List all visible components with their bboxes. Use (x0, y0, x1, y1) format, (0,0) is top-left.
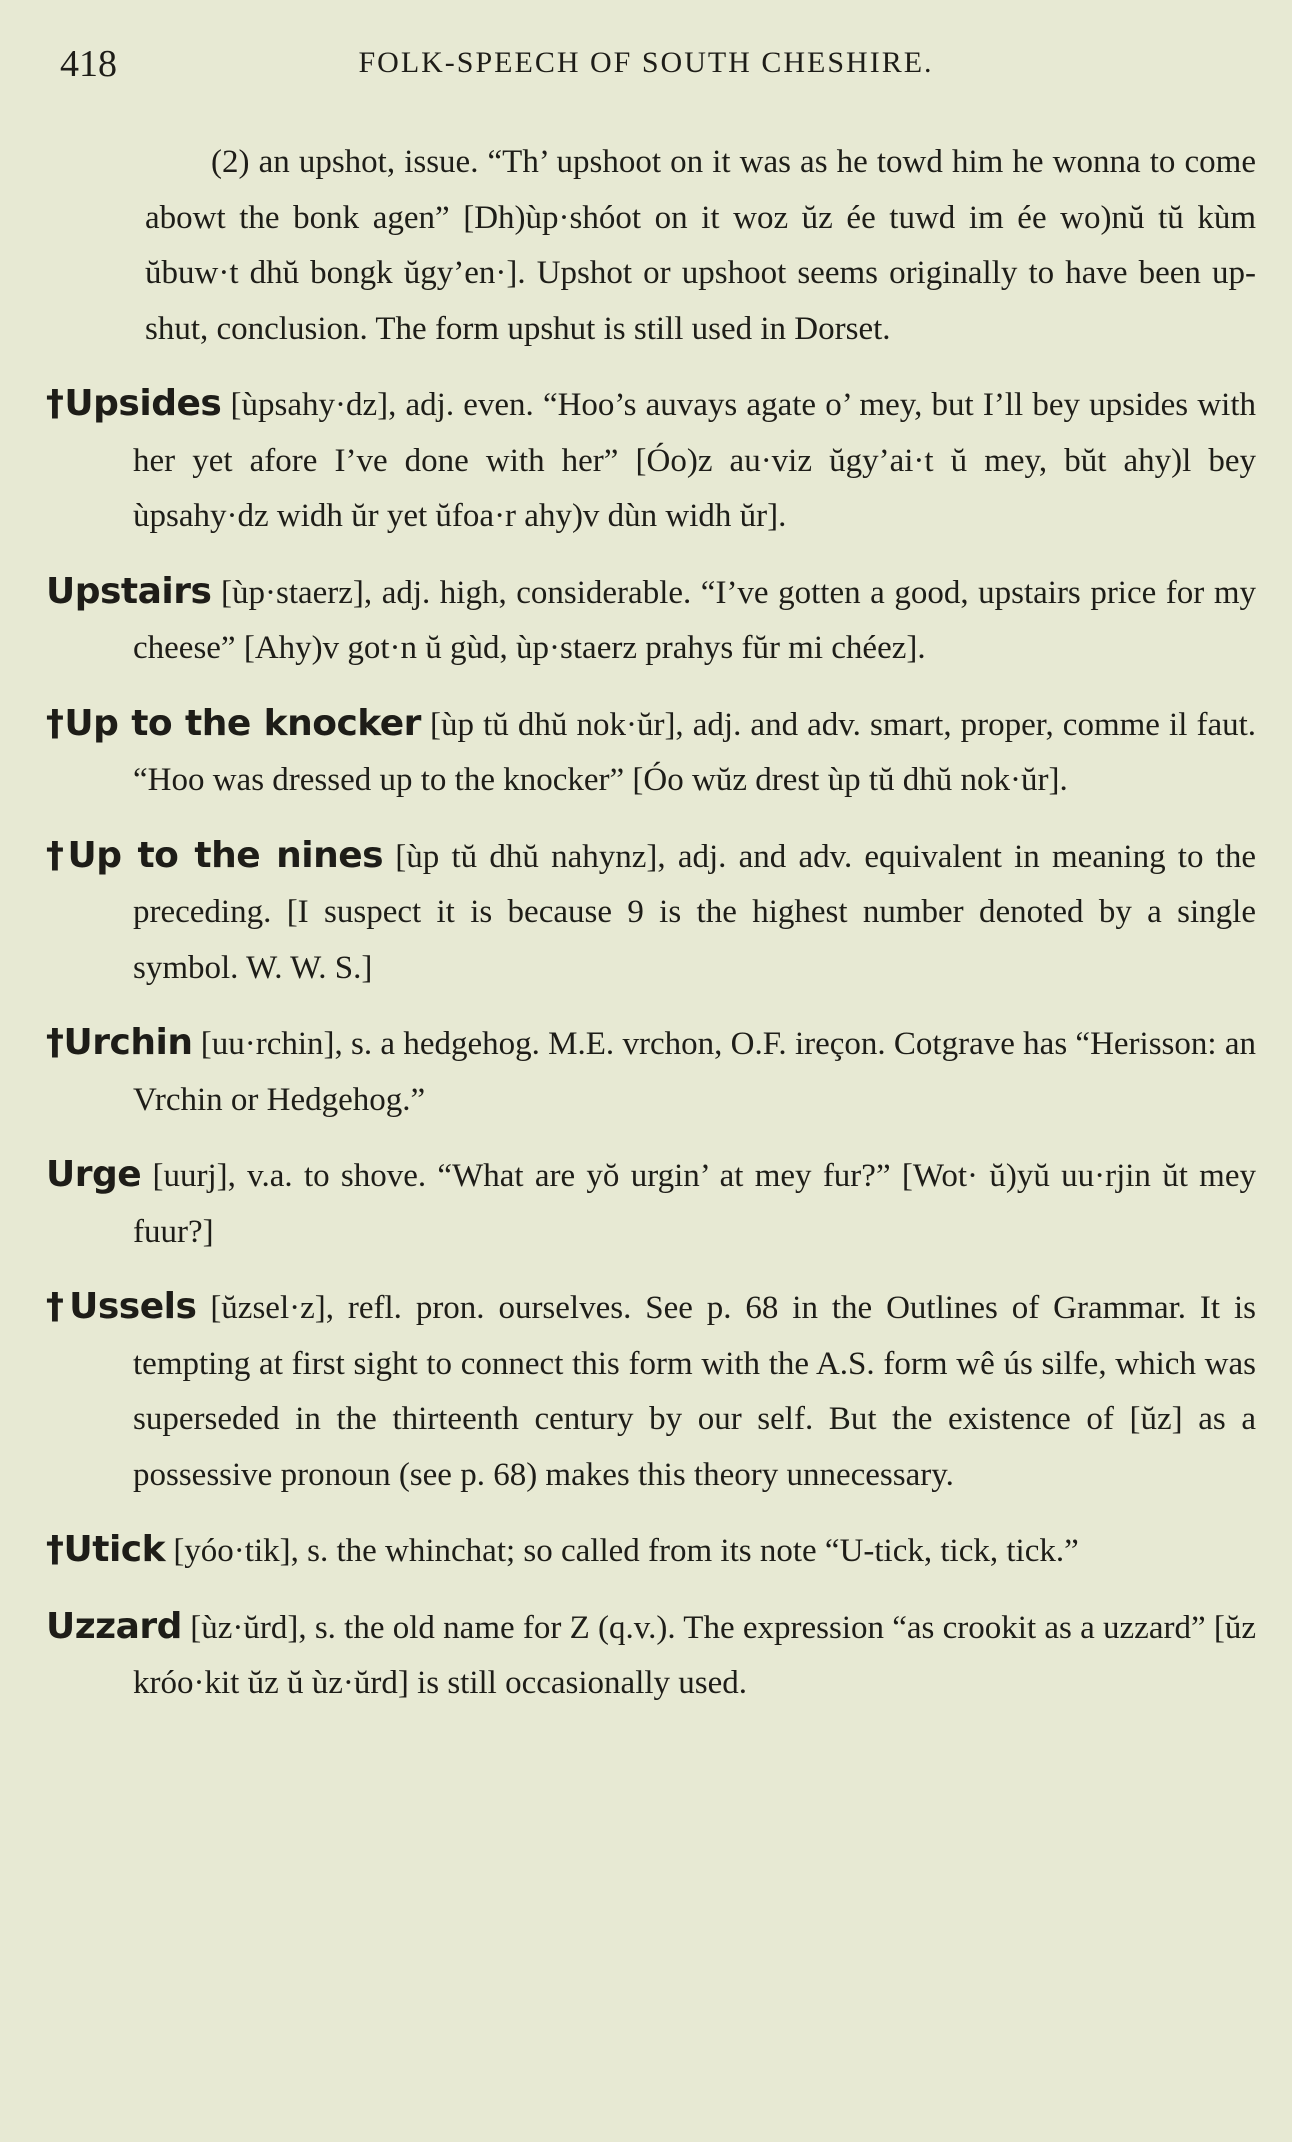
entry-headword: †Up to the nines (46, 834, 384, 876)
entry-text: (2) an upshot, issue. “Th’ upshoot on it was as he towd him he wonna to come abowt the bonk agen” [Dh)ùp·shóot on it woz ŭz ée tuwd im ée wo)nŭ tŭ kùm ŭbuw·t dhŭ bongk ŭgy’en·]. Upshot or upshoot seems originally to have been up-shut, conclusion. The form upshut is still used in Dorset. (145, 144, 1256, 347)
running-title: FOLK-SPEECH OF SOUTH CHESHIRE. (358, 46, 934, 79)
entry-headword: †Up to the knocker (46, 702, 421, 744)
entry-text: [uurj], v.a. to shove. “What are yŏ urgin’ at mey fur?” [Wot· ŭ)yŭ uu·rjin ŭt mey fuur?] (133, 1158, 1256, 1250)
entry-continuation (0, 135, 1292, 357)
entry-headword: Urge (46, 1154, 142, 1195)
entry-headword: Uzzard (46, 1605, 182, 1647)
entry-text: [ùp·staerz], adj. high, considerable. “I’ve gotten a good, upstairs price for my cheese” [Ahy)v got·n ŭ gùd, ùp·staerz prahys fŭr mi chéez]. (133, 574, 1256, 666)
dictionary-entries (0, 135, 1292, 1712)
entry-upsides (0, 376, 1292, 545)
entry-uzzard (0, 1599, 1292, 1712)
entry-headword: †Utick (46, 1529, 166, 1570)
entry-text: [ŭzsel·z], refl. pron. ourselves. See p. 68 in the Outlines of Grammar. It is tempting at first sight to connect this form with the A.S. form wê ús silfe, which was superseded in the thirteenth century by our self. But the existence of [ŭz] as a possessive pronoun (see p. 68) makes this theory unnecessary. (133, 1290, 1256, 1493)
entry-utick (0, 1522, 1292, 1580)
entry-text: [ùz·ŭrd], s. the old name for Z (q.v.). The expression “as crookit as a uzzard” [ŭz króo·kit ŭz ŭ ùz·ŭrd] is still occasionally used. (133, 1609, 1256, 1701)
entry-headword: †Ussels (46, 1286, 197, 1327)
page-header (60, 42, 1232, 92)
entry-up-to-the-knocker (0, 696, 1292, 809)
entry-upstairs (0, 564, 1292, 677)
entry-headword: Upstairs (46, 570, 212, 612)
entry-headword: †Upsides (46, 383, 222, 424)
entry-text: [ùp tŭ dhŭ nok·ŭr], adj. and adv. smart, proper, comme il faut. “Hoo was dressed up to the knocker” [Óo wŭz drest ùp tŭ dhŭ nok·ŭr]. (133, 706, 1257, 798)
entry-text: [uu·rchin], s. a hedgehog. M.E. vrchon, O.F. ireçon. Cotgrave has “Herisson: an Vrchin or Hedgehog.” (133, 1026, 1256, 1118)
entry-ussels (0, 1279, 1292, 1503)
entry-headword: †Urchin (46, 1022, 193, 1063)
entry-up-to-the-nines (0, 828, 1292, 997)
page-number: 418 (60, 43, 117, 85)
entry-text: [ùp tŭ dhŭ nahynz], adj. and adv. equivalent in meaning to the preceding. [I suspect it is because 9 is the highest number denoted by a single symbol. W. W. S.] (133, 838, 1256, 986)
entry-urge (0, 1147, 1292, 1260)
entry-urchin (0, 1015, 1292, 1128)
entry-text: [ùpsahy·dz], adj. even. “Hoo’s auvays agate o’ mey, but I’ll bey upsides with her yet afore I’ve done with her” [Óo)z au·viz ŭgy’ai·t ŭ mey, bŭt ahy)l bey ùpsahy·dz widh ŭr yet ŭfoa·r ahy)v dùn widh ŭr]. (133, 387, 1256, 534)
entry-text: [yóo·tik], s. the whinchat; so called from its note “U-tick, tick, tick.” (165, 1533, 1079, 1569)
